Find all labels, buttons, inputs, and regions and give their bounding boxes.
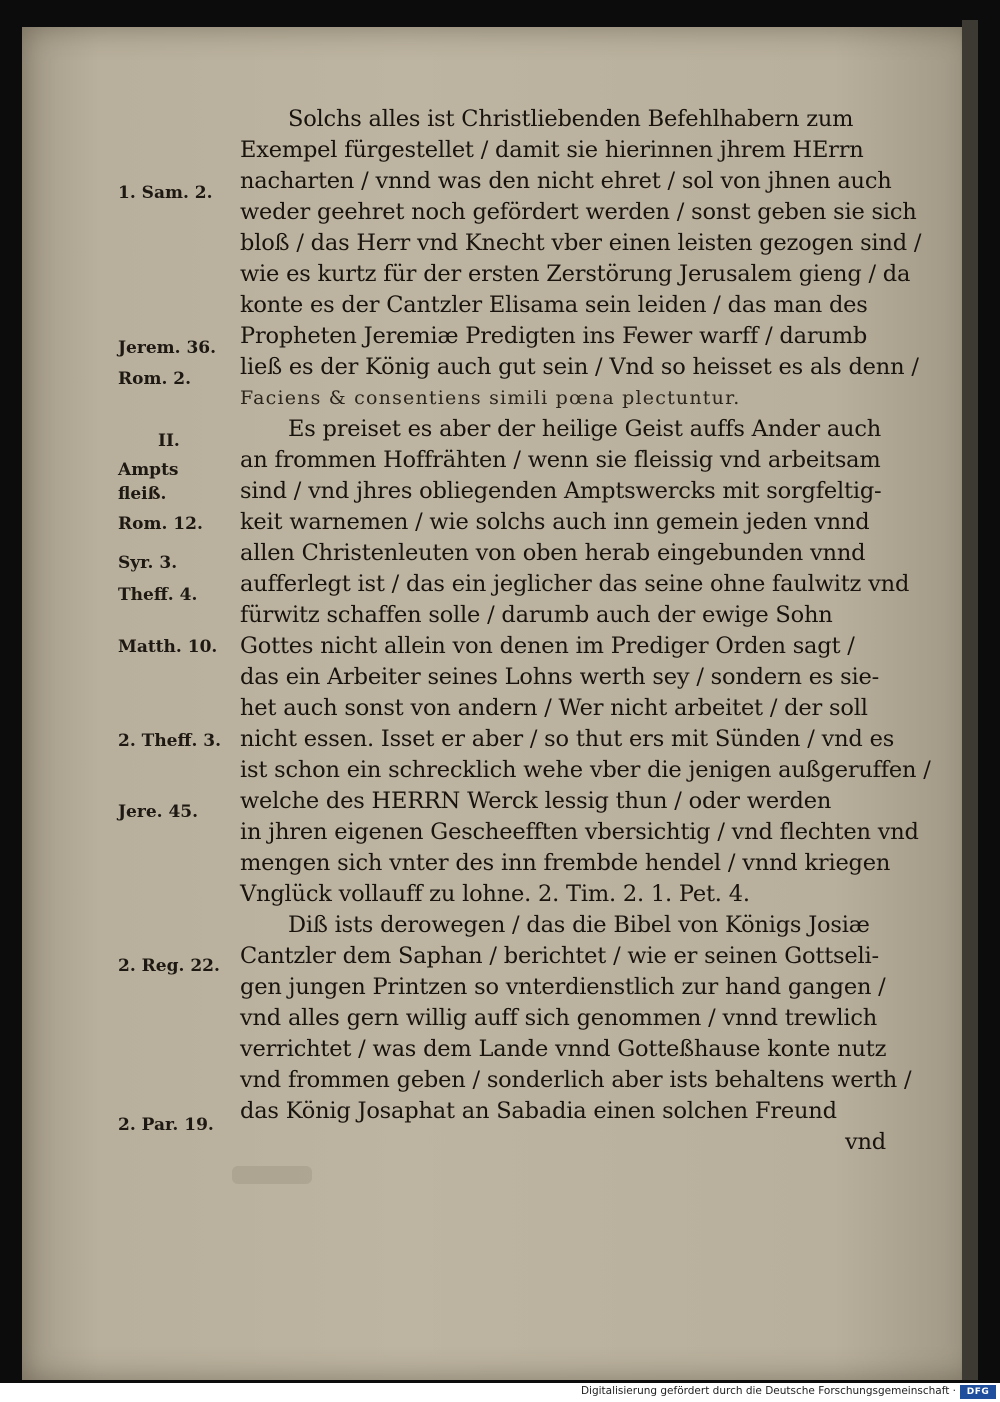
text-line: ist schon ein schrecklich wehe vber die jenigen außgeruffen / (240, 757, 931, 783)
text-line: Solchs alles ist Christliebenden Befehlhabern zum (288, 106, 854, 132)
text-line: ließ es der König auch gut sein / Vnd so heisset es als denn / (240, 354, 919, 380)
main-text-block (240, 104, 931, 1158)
text-line: bloß / das Herr vnd Knecht vber einen leisten gezogen sind / (240, 230, 922, 256)
text-line: Propheten Jeremiæ Predigten ins Fewer warff / darumb (240, 323, 868, 349)
text-line: fürwitz schaffen solle / darumb auch der ewige Sohn (240, 602, 833, 628)
text-line: konte es der Cantzler Elisama sein leiden / das man des (240, 292, 868, 318)
footer-bar (0, 1383, 1000, 1402)
text-line: an frommen Hoffrähten / wenn sie fleissig vnd arbeitsam (240, 447, 881, 473)
text-line: weder geehret noch gefördert werden / sonst geben sie sich (240, 199, 917, 225)
marginal-note: 2. Reg. 22. (118, 956, 220, 976)
text-line: Gottes nicht allein von denen im Prediger Orden sagt / (240, 633, 855, 659)
latin-quote-line: Faciens & consentiens simili pœna plectuntur. (240, 387, 741, 409)
text-line: keit warnemen / wie solchs auch inn gemein jeden vnnd (240, 509, 870, 535)
bleed-through-mark (232, 1166, 312, 1184)
catchword: vnd (844, 1129, 886, 1155)
section-number: II. (158, 431, 180, 451)
marginal-note: Rom. 2. (118, 369, 192, 389)
text-line: Es preiset es aber der heilige Geist auffs Ander auch (288, 416, 882, 442)
text-line: Cantzler dem Saphan / berichtet / wie er seinen Gottseli- (240, 943, 879, 969)
text-line: Vnglück vollauff zu lohne. 2. Tim. 2. 1. Pet. 4. (240, 881, 750, 907)
text-line: Diß ists derowegen / das die Bibel von Königs Josiæ (288, 912, 870, 938)
marginal-note: Matth. 10. (118, 637, 218, 657)
text-line: das König Josaphat an Sabadia einen solchen Freund (240, 1098, 837, 1124)
text-line: nicht essen. Isset er aber / so thut ers mit Sünden / vnd es (240, 726, 895, 752)
marginal-note: Theff. 4. (118, 585, 198, 605)
text-line: vnd frommen geben / sonderlich aber ists behaltens werth / (240, 1067, 912, 1093)
text-line: het auch sonst von andern / Wer nicht arbeitet / der soll (240, 695, 868, 721)
text-line: aufferlegt ist / das ein jeglicher das seine ohne faulwitz vnd (240, 571, 910, 597)
marginal-note: Ampts (118, 460, 179, 480)
text-line: allen Christenleuten von oben herab eingebunden vnnd (240, 540, 866, 566)
marginal-note: 2. Par. 19. (118, 1115, 214, 1135)
marginal-note: Rom. 12. (118, 514, 203, 534)
marginal-note: fleiß. (118, 484, 167, 504)
marginal-note: Jere. 45. (118, 802, 199, 822)
text-line: mengen sich vnter des inn frembde hendel / vnnd kriegen (240, 850, 891, 876)
text-line: das ein Arbeiter seines Lohns werth sey / sondern es sie- (240, 664, 880, 690)
text-line: vnd alles gern willig auff sich genommen / vnnd trewlich (240, 1005, 878, 1031)
text-line: sind / vnd jhres obliegenden Amptswercks mit sorgfeltig- (240, 478, 882, 504)
text-line: in jhren eigenen Gescheefften vbersichtig / vnd flechten vnd (240, 819, 919, 845)
text-line: verrichtet / was dem Lande vnnd Gotteßhause konte nutz (240, 1036, 887, 1062)
marginal-note: Jerem. 36. (118, 338, 217, 358)
text-line: welche des HERRN Werck lessig thun / oder werden (240, 788, 832, 814)
text-line: gen jungen Printzen so vnterdienstlich zur hand gangen / (240, 974, 886, 1000)
funding-credit: Digitalisierung gefördert durch die Deutsche Forschungsgemeinschaft · (580, 1385, 956, 1397)
book-gutter (962, 20, 978, 1380)
marginal-note: 2. Theff. 3. (118, 731, 222, 751)
text-line: Exempel fürgestellet / damit sie hierinnen jhrem HErrn (240, 137, 864, 163)
marginal-note: Syr. 3. (118, 553, 178, 573)
dfg-logo: DFG (960, 1385, 996, 1399)
marginal-note: 1. Sam. 2. (118, 183, 213, 203)
text-line: wie es kurtz für der ersten Zerstörung Jerusalem gieng / da (240, 261, 911, 287)
text-line: nacharten / vnnd was den nicht ehret / sol von jhnen auch (240, 168, 892, 194)
